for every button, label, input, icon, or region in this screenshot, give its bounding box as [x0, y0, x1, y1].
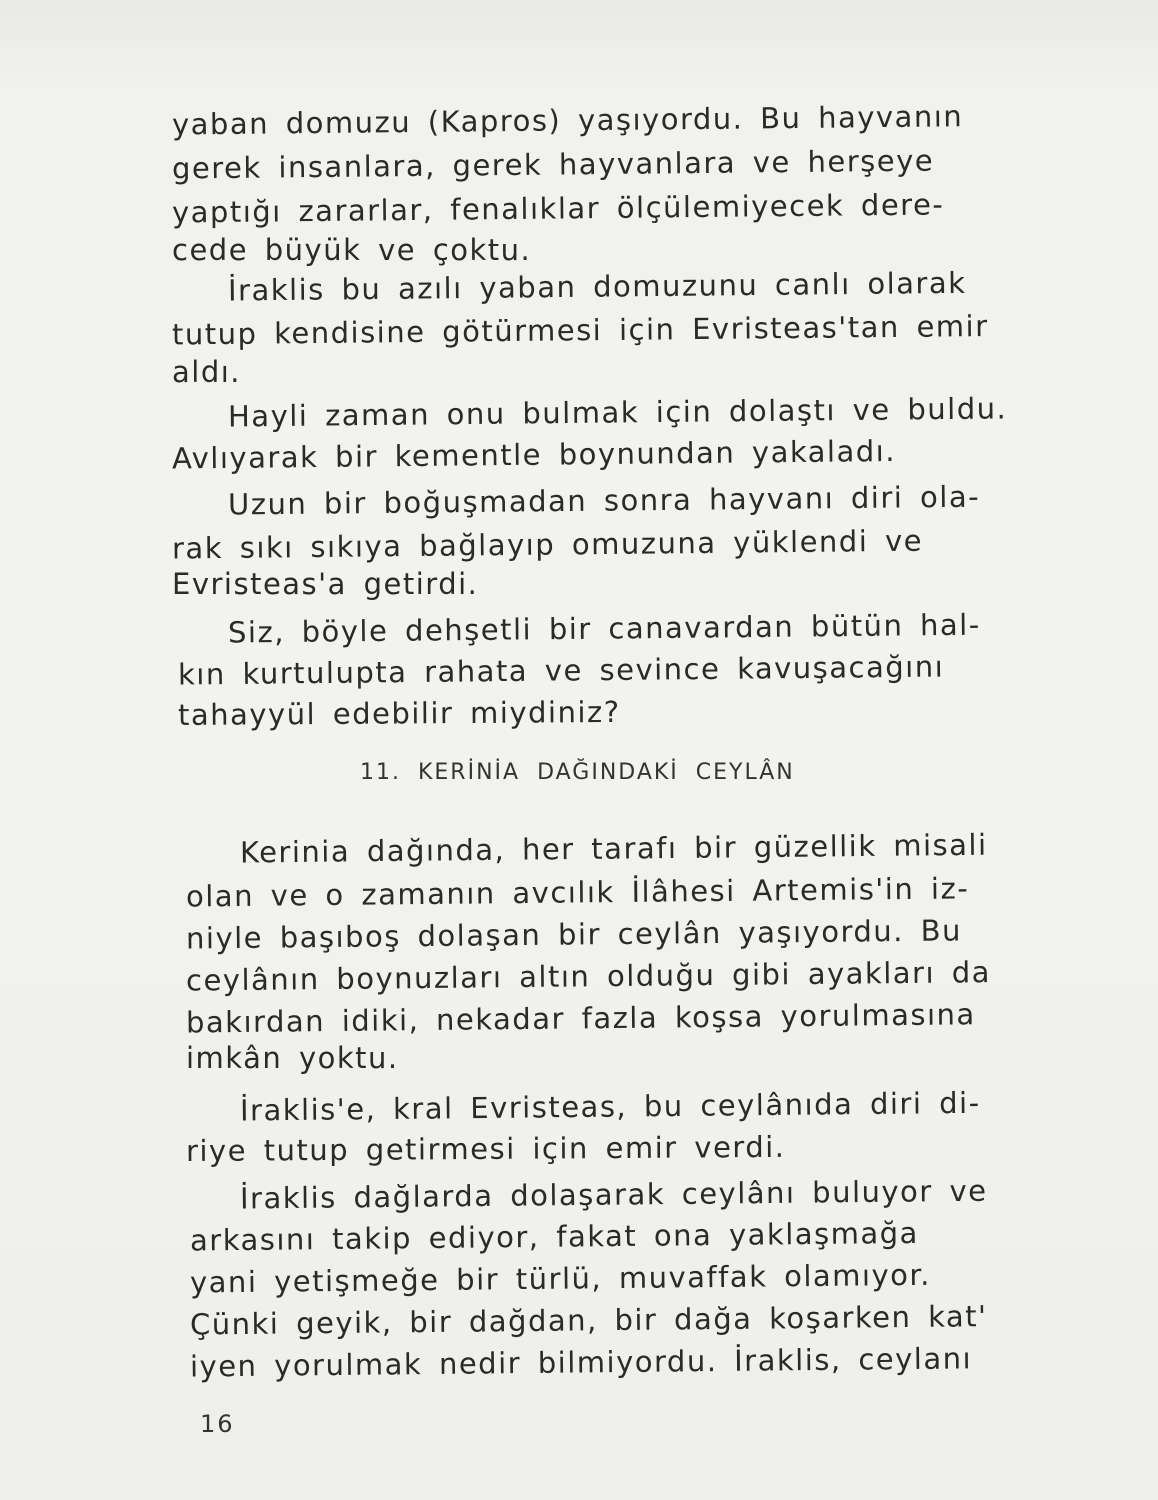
text-line: yaptığı zararlar, fenalıklar ölçülemiyecek dere- [171, 187, 945, 230]
text-line: tahayyül edebilir miydiniz? [177, 694, 621, 733]
text-line: yaban domuzu (Kapros) yaşıyordu. Bu hayvanın [171, 99, 964, 142]
text-line: Kerinia dağında, her tarafı bir güzellik misali [239, 827, 988, 870]
text-line: gerek insanlara, gerek hayvanlara ve herşeye [171, 143, 935, 186]
text-line: imkân yoktu. [186, 1041, 399, 1075]
text-line: Siz, böyle dehşetli bir canavardan bütün hal- [227, 607, 981, 650]
text-line: cede büyük ve çoktu. [172, 233, 532, 267]
text-line: aldı. [172, 355, 242, 389]
text-line: İraklis dağlarda dolaşarak ceylânı buluyor ve [239, 1173, 988, 1216]
text-line: arkasını takip ediyor, fakat ona yaklaşmağa [189, 1215, 920, 1258]
text-line: Hayli zaman onu bulmak için dolaştı ve buldu. [227, 391, 1008, 434]
text-line: kın kurtulupta rahata ve sevince kavuşacağını [177, 649, 945, 692]
text-line: Evristeas'a getirdi. [172, 567, 479, 601]
text-line: olan ve o zamanın avcılık İlâhesi Artemis'in iz- [185, 871, 970, 914]
text-line: bakırdan idiki, nekadar fazla koşsa yorulmasına [185, 997, 976, 1040]
page-number: 16 [200, 1410, 235, 1438]
text-line: İraklis'e, kral Evristeas, bu ceylânıda diri di- [239, 1085, 981, 1128]
text-line: Uzun bir boğuşmadan sonra hayvanı diri ola- [227, 479, 981, 522]
text-line: tutup kendisine götürmesi için Evristeas'tan emir [171, 308, 989, 352]
text-line: İraklis bu azılı yaban domuzunu canlı olarak [227, 265, 967, 308]
text-line: iyen yorulmak nedir bilmiyordu. İraklis, ceylanı [189, 1341, 973, 1384]
text-line: rak sıkı sıkıya bağlayıp omuzuna yüklendi ve [171, 523, 924, 566]
text-line: yani yetişmeğe bir türlü, muvaffak olamıyor. [189, 1257, 932, 1300]
text-line: Çünki geyik, bir dağdan, bir dağa koşarken kat' [189, 1299, 988, 1342]
text-line: niyle başıboş dolaşan bir ceylân yaşıyordu. Bu [185, 913, 963, 956]
text-line: ceylânın boynuzları altın olduğu gibi ayakları da [185, 955, 992, 998]
text-line: Avlıyarak bir kementle boynundan yakaladı. [171, 433, 897, 476]
text-line: riye tutup getirmesi için emir verdi. [185, 1129, 786, 1169]
section-heading: 11. KERİNİA DAĞINDAKİ CEYLÂN [360, 760, 795, 785]
